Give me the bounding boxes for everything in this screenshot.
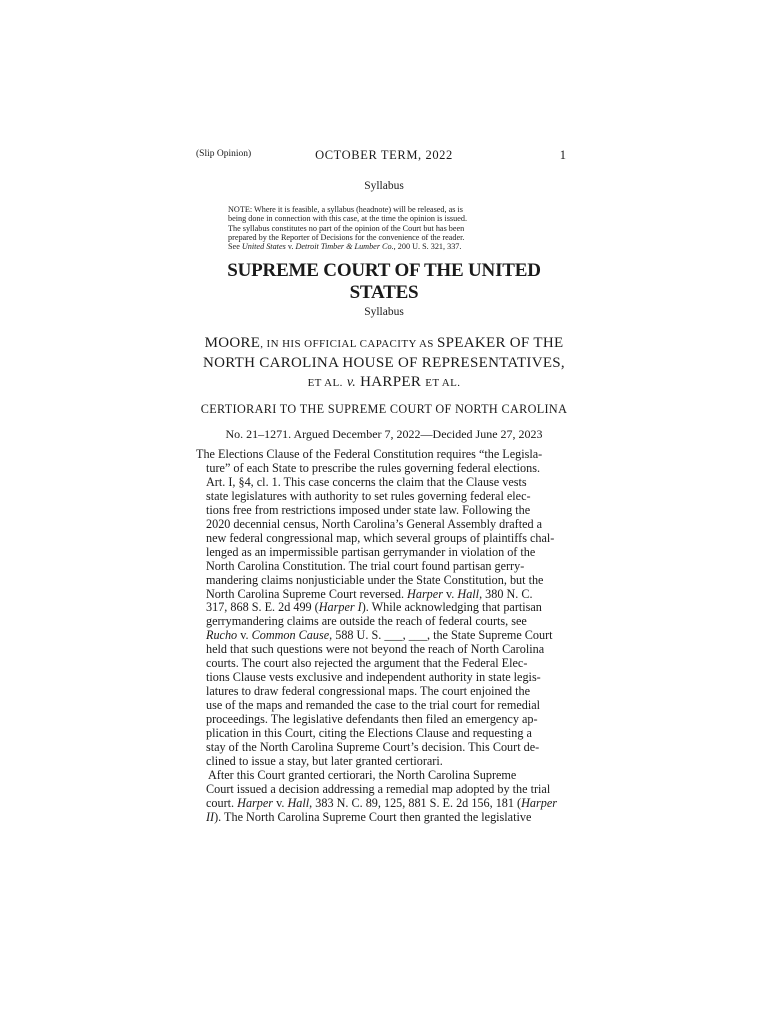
- slip-opinion-label: (Slip Opinion): [196, 149, 252, 159]
- body-line: II). The North Carolina Supreme Court then granted the legislative: [206, 809, 532, 824]
- body-line: ture” of each State to prescribe the rules governing federal elections.: [206, 460, 540, 475]
- note-citation-line: See United States v. Detroit Timber & Lumber Co., 200 U. S. 321, 337.: [228, 242, 462, 252]
- body-line: North Carolina Constitution. The trial court found partisan gerry-: [206, 558, 525, 573]
- docket-line: No. 21–1271. Argued December 7, 2022—Decided June 27, 2023: [225, 427, 543, 441]
- body-line: Art. I, §4, cl. 1. This case concerns the claim that the Clause vests: [206, 474, 527, 489]
- case-caption: [196, 334, 572, 393]
- body-line: plication in this Court, citing the Elections Clause and requesting a: [206, 726, 532, 741]
- body-line: Court issued a decision addressing a remedial map adopted by the trial: [206, 781, 551, 796]
- body-line: North Carolina Supreme Court reversed. Harper v. Hall, 380 N. C.: [206, 586, 533, 601]
- body-line: 2020 decennial census, North Carolina’s General Assembly drafted a: [206, 516, 543, 531]
- body-line: tions Clause vests exclusive and independent authority in state legis-: [206, 670, 541, 685]
- body-line: stay of the North Carolina Supreme Court’s decision. This Court de-: [206, 740, 540, 755]
- body-line: courts. The court also rejected the argument that the Federal Elec-: [206, 656, 528, 671]
- certiorari-line: CERTIORARI TO THE SUPREME COURT OF NORTH CAROLINA: [200, 402, 568, 416]
- syllabus-body: [196, 448, 572, 825]
- body-line: court. Harper v. Hall, 383 N. C. 89, 125, 881 S. E. 2d 156, 181 (Harper: [206, 795, 557, 810]
- court-title: SUPREME COURT OF THE UNITED STATES: [227, 260, 541, 303]
- body-line: state legislatures with authority to set rules governing federal elec-: [206, 488, 531, 503]
- term-label: OCTOBER TERM, 2022: [315, 148, 453, 162]
- reporter-note: [228, 205, 542, 251]
- running-head: [196, 148, 572, 164]
- page-number: 1: [559, 148, 566, 162]
- caption-line-1: MOORE, IN HIS OFFICIAL CAPACITY AS SPEAKER OF THE: [204, 335, 564, 351]
- body-line: lenged as an impermissible partisan gerrymander in violation of the: [206, 544, 536, 559]
- body-line: mandering claims nonjusticiable under the State Constitution, but the: [206, 572, 544, 587]
- note-line: being done in connection with this case, at the time the opinion is issued.: [228, 214, 467, 224]
- body-line: After this Court granted certiorari, the North Carolina Supreme: [208, 767, 517, 782]
- body-line: 317, 868 S. E. 2d 499 (Harper I). While acknowledging that partisan: [206, 600, 542, 615]
- body-line: new federal congressional map, which several groups of plaintiffs chal-: [206, 530, 555, 545]
- caption-line-3: ET AL. v. HARPER ET AL.: [307, 374, 461, 390]
- syllabus-heading: Syllabus: [364, 180, 404, 192]
- caption-line-2: NORTH CAROLINA HOUSE OF REPRESENTATIVES,: [202, 355, 565, 371]
- body-line: Rucho v. Common Cause, 588 U. S. ___, ___, the State Supreme Court: [206, 628, 553, 643]
- body-line: latures to draw federal congressional maps. The court enjoined the: [206, 684, 530, 699]
- body-line: proceedings. The legislative defendants then filed an emergency ap-: [206, 712, 538, 727]
- note-line: prepared by the Reporter of Decisions for the convenience of the reader.: [228, 232, 465, 242]
- body-line: The Elections Clause of the Federal Constitution requires “the Legisla-: [196, 447, 543, 461]
- body-line: use of the maps and remanded the case to the trial court for remedial: [206, 698, 541, 713]
- body-line: gerrymandering claims are outside the reach of federal courts, see: [206, 614, 527, 629]
- note-line: The syllabus constitutes no part of the opinion of the Court but has been: [228, 223, 465, 233]
- body-line: held that such questions were not beyond the reach of North Carolina: [206, 642, 545, 657]
- body-line: tions free from restrictions imposed under state law. Following the: [206, 502, 531, 517]
- note-line: NOTE: Where it is feasible, a syllabus (headnote) will be released, as is: [228, 205, 463, 214]
- syllabus-subheading: Syllabus: [364, 306, 404, 318]
- body-line: clined to issue a stay, but later granted certiorari.: [206, 753, 443, 768]
